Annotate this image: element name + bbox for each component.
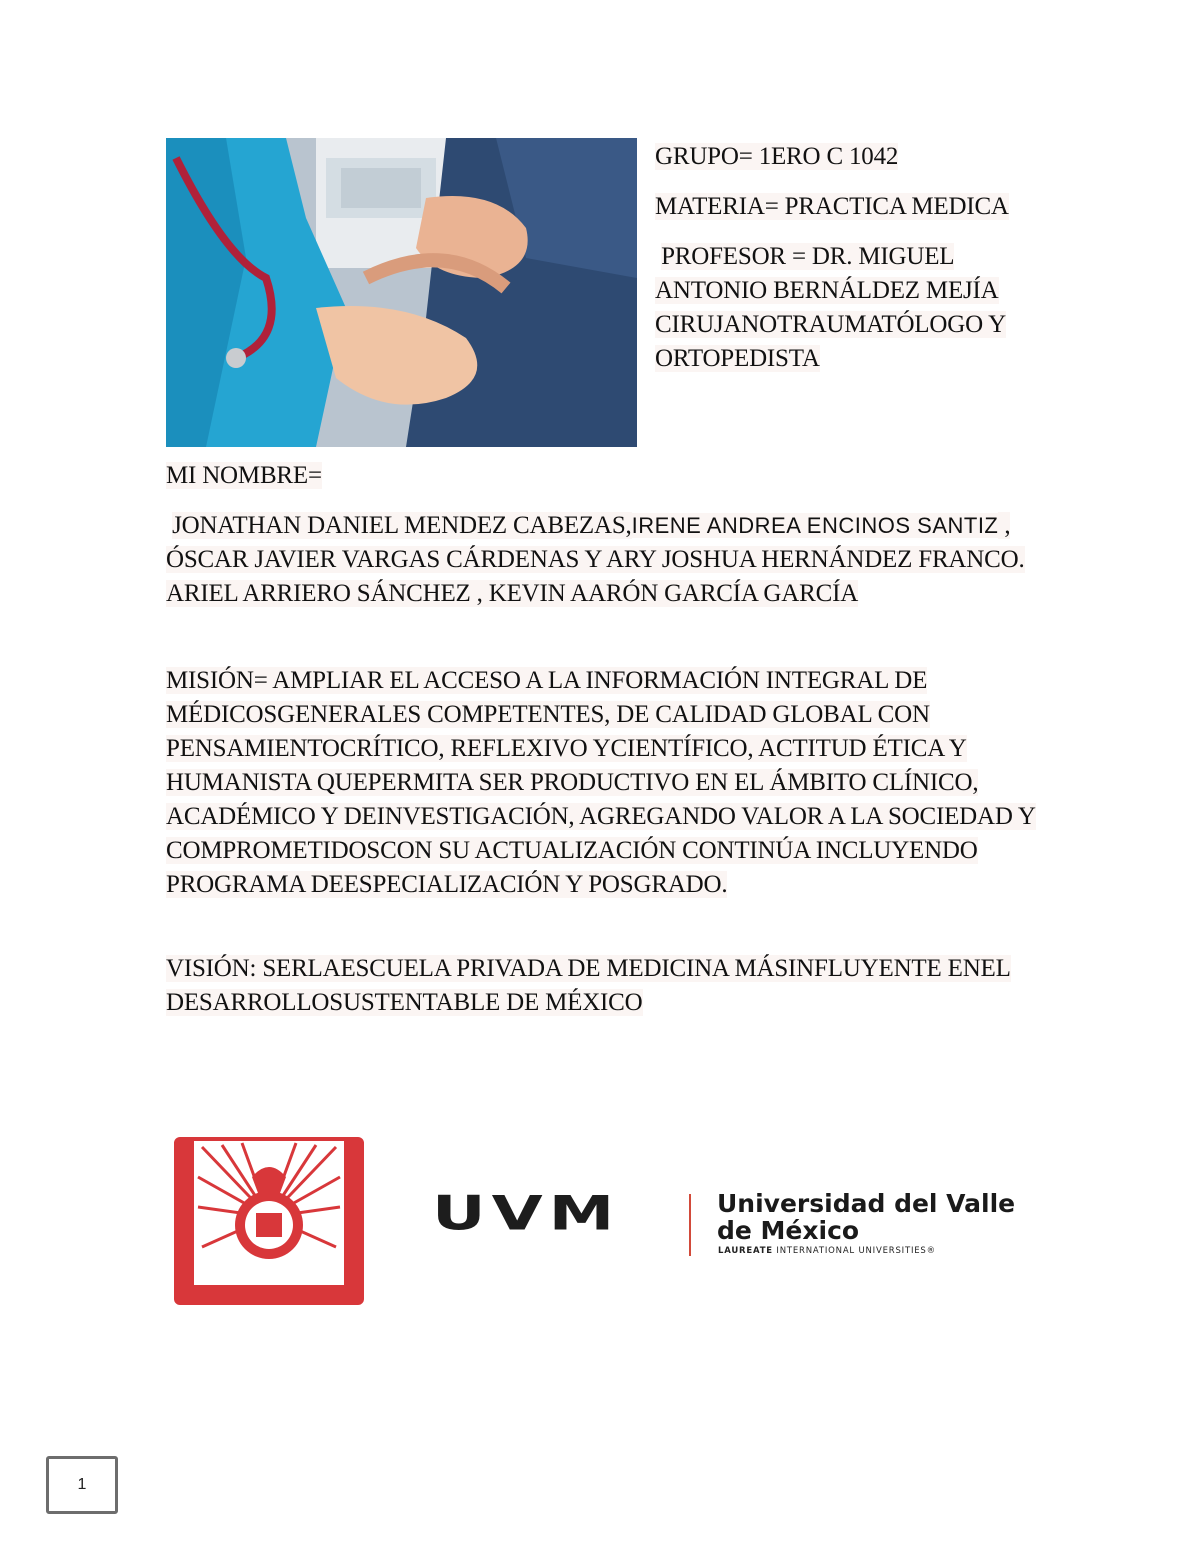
names-part3: , ÓSCAR JAVIER VARGAS CÁRDENAS Y ARY JOSHUA HERNÁNDEZ FRANCO. ARIEL ARRIERO SÁNCHEZ , KEVIN AARÓN GARCÍA GARCÍA [166,512,1025,607]
mision-block [166,664,1046,902]
vision-text: VISIÓN: SERLAESCUELA PRIVADA DE MEDICINA MÁSINFLUYENTE ENEL DESARROLLOSUSTENTABLE DE MÉXICO [166,955,1011,1016]
mision-text: MISIÓN= AMPLIAR EL ACCESO A LA INFORMACIÓN INTEGRAL DE MÉDICOSGENERALES COMPETENTES, DE CALIDAD GLOBAL CON PENSAMIENTOCRÍTICO, REFLEXIVO YCIENTÍFICO, ACTITUD ÉTICA Y HUMANISTA QUEPERMITA SER PRODUCTIVO EN EL ÁMBITO CLÍNICO, ACADÉMICO Y DEINVESTIGACIÓN, AGREGANDO VALOR A LA SOCIEDAD Y COMPROMETIDOSCON SU ACTUALIZACIÓN CONTINÚA INCLUYENDO PROGRAMA DEESPECIALIZACIÓN Y POSGRADO. [166,667,1036,898]
names-part1: JONATHAN DANIEL MENDEZ CABEZAS, [172,512,632,539]
profesor-text: PROFESOR = DR. MIGUEL ANTONIO BERNÁLDEZ MEJÍA CIRUJANOTRAUMATÓLOGO Y ORTOPEDISTA [655,243,1006,372]
school-seal-logo [172,1137,366,1305]
vision-block [166,952,1046,1020]
grupo-text: GRUPO= 1ERO C 1042 [655,143,899,170]
names-block [166,509,1046,611]
names-part2: IRENE ANDREA ENCINOS SANTIZ [631,513,999,538]
uvm-name: Universidad del Valle de México [717,1189,1016,1245]
materia-text: MATERIA= PRACTICA MEDICA [655,193,1009,220]
seal-icon [172,1137,366,1305]
uvm-sub-rest: INTERNATIONAL UNIVERSITIES® [772,1246,936,1256]
uvm-separator [689,1194,691,1256]
photo-illustration [166,138,637,447]
nombre-label: MI NOMBRE= [166,462,322,489]
nombre-label-block [166,459,1046,493]
uvm-sub-bold: LAUREATE [718,1246,773,1256]
header-info [655,140,1035,392]
uvm-wordmark: UVM [432,1185,621,1242]
page-number: 1 [77,1476,87,1493]
uvm-subtitle [718,1246,936,1256]
nurse-patient-photo [166,138,637,447]
page-number-box [46,1456,118,1514]
uvm-logo [432,1185,1022,1260]
